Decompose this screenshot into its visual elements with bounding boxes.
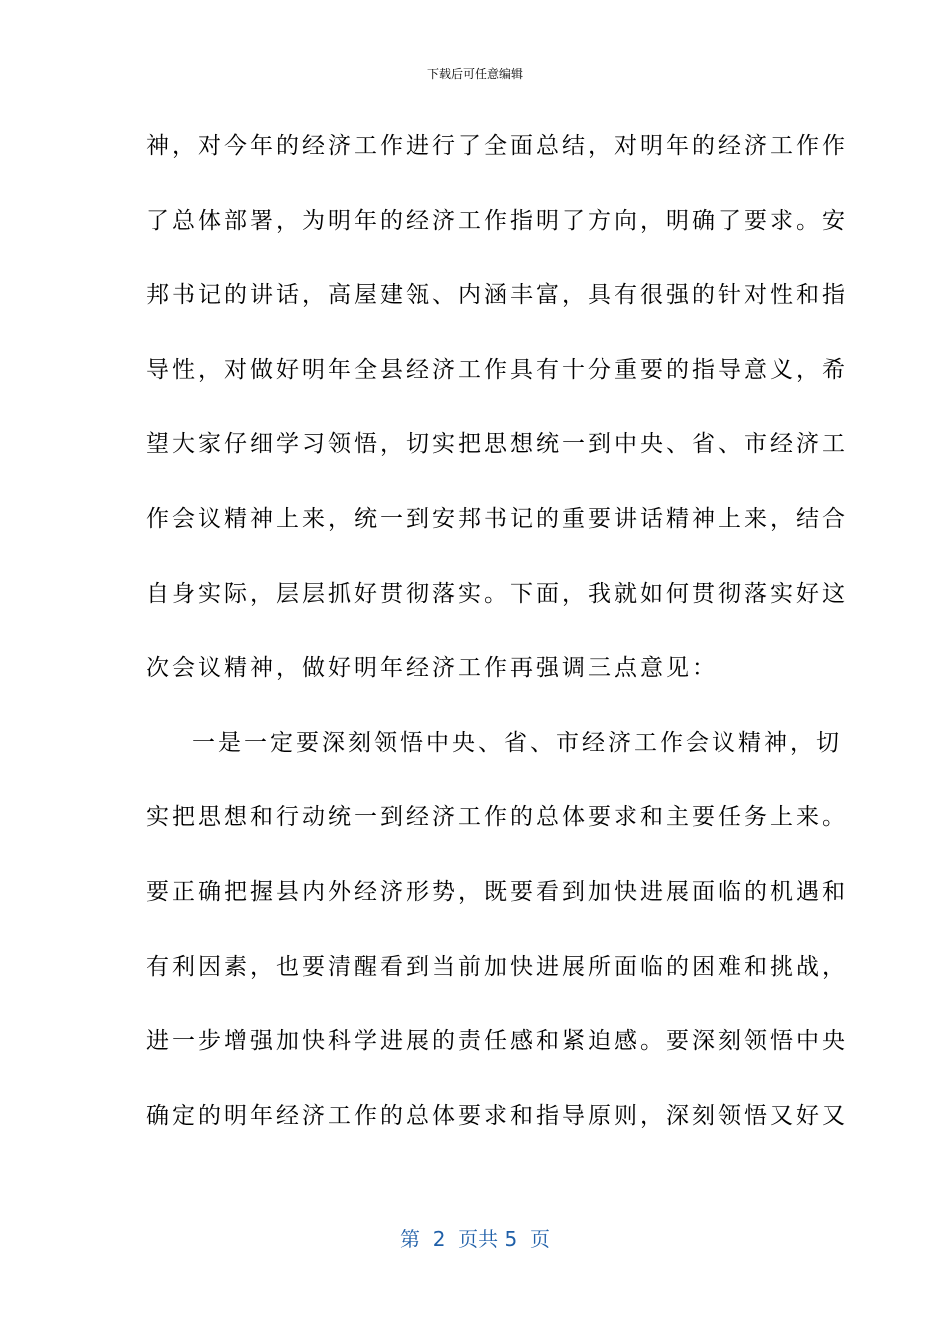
text-line: 邦书记的讲话，高屋建瓴、内涵丰富，具有很强的针对性和指 <box>146 282 848 309</box>
text-line: 望大家仔细学习领悟，切实把思想统一到中央、省、市经济工 <box>146 431 848 458</box>
text-line: 导性，对做好明年全县经济工作具有十分重要的指导意义，希 <box>146 356 848 383</box>
text-line: 次会议精神，做好明年经济工作再强调三点意见： <box>146 655 718 682</box>
text-line: 自身实际，层层抓好贯彻落实。下面，我就如何贯彻落实好这 <box>146 580 848 607</box>
text-line: 实把思想和行动统一到经济工作的总体要求和主要任务上来。 <box>146 804 848 831</box>
text-line: 神，对今年的经济工作进行了全面总结，对明年的经济工作作 <box>146 133 848 159</box>
page-number-footer: 第 2 页共 5 页 <box>400 1227 550 1251</box>
paragraph-start-line: 一是一定要深刻领悟中央、省、市经济工作会议精神，切 <box>192 729 842 756</box>
text-line: 进一步增强加快科学进展的责任感和紧迫感。要深刻领悟中央 <box>146 1028 848 1055</box>
header-note: 下载后可任意编辑 <box>426 67 523 81</box>
text-line: 了总体部署，为明年的经济工作指明了方向，明确了要求。安 <box>146 207 848 234</box>
text-line: 作会议精神上来，统一到安邦书记的重要讲话精神上来，结合 <box>146 505 848 532</box>
body-text <box>146 118 848 1162</box>
text-line: 确定的明年经济工作的总体要求和指导原则，深刻领悟又好又 <box>146 1102 848 1129</box>
text-line: 有利因素，也要清醒看到当前加快进展所面临的困难和挑战， <box>146 953 848 980</box>
text-line: 要正确把握县内外经济形势，既要看到加快进展面临的机遇和 <box>146 878 848 905</box>
